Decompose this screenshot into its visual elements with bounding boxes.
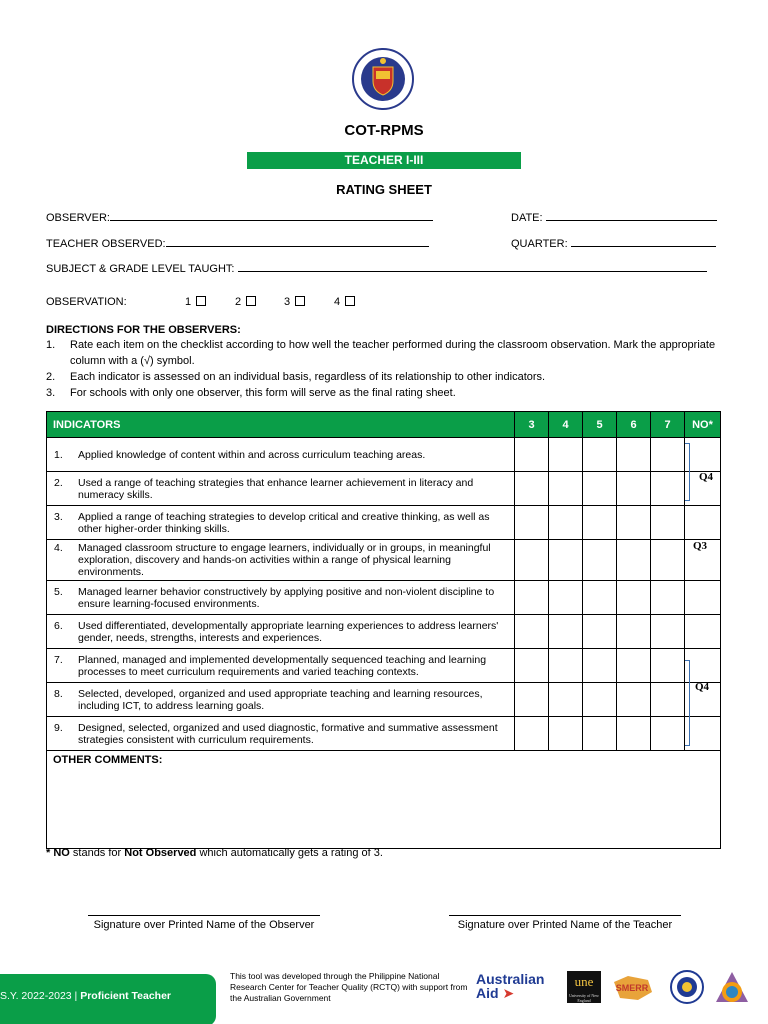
rating-cell[interactable] [617,506,651,540]
rating-cell[interactable] [651,472,685,506]
rating-cell[interactable] [617,649,651,683]
rating-cell[interactable] [583,615,617,649]
table-row [47,540,721,581]
rctq-swirl-logo [712,968,752,1008]
rating-cell[interactable] [549,438,583,472]
rating-cell[interactable] [515,506,549,540]
other-comments-field[interactable] [47,751,721,849]
rating-cell[interactable] [549,472,583,506]
rating-header-5: 5 [583,412,617,438]
table-row [47,438,721,472]
une-logo: une University of New England [567,971,601,1003]
rating-cell[interactable] [549,540,583,581]
quarter-field[interactable] [511,236,716,250]
indicator-cell: 2. Used a range of teaching strategies that enhance learner achievement in literacy and numeracy skills. [47,472,515,506]
rating-cell[interactable] [515,615,549,649]
date-field[interactable] [511,210,717,224]
rating-cell[interactable] [515,438,549,472]
table-row [47,581,721,615]
rctq-credit: This tool was developed through the Philippine National Research Center for Teacher Quality (RCTQ) with support from the Australian Government [230,971,468,1003]
rating-header-3: 3 [515,412,549,438]
indicator-cell: 9. Designed, selected, organized and used diagnostic, formative and summative assessment strategies consistent with curriculum requirements. [47,717,515,751]
rating-cell[interactable] [583,683,617,717]
subject-field[interactable] [46,261,707,275]
rating-cell[interactable] [515,649,549,683]
table-row [47,717,721,751]
rating-cell[interactable] [549,615,583,649]
rating-cell[interactable] [549,717,583,751]
checkbox[interactable] [196,296,206,306]
observer-label: OBSERVER: [46,212,110,224]
table-row [47,649,721,683]
rating-cell[interactable] [651,581,685,615]
rating-cell[interactable] [515,581,549,615]
observation-option-4[interactable]: 4 [334,296,355,308]
other-comments-label: OTHER COMMENTS: [53,754,163,766]
direction-item: 3. For schools with only one observer, this form will serve as the final rating sheet. [46,387,456,399]
rating-cell[interactable] [617,615,651,649]
teacher-observed-field[interactable] [46,236,429,250]
table-row [47,615,721,649]
rating-cell[interactable] [617,472,651,506]
rating-cell[interactable] [583,717,617,751]
not-observed-cell[interactable] [685,506,721,540]
indicator-cell: 4. Managed classroom structure to engage learners, individually or in groups, in meaningful exploration, discovery and hands-on activities within a range of physical learning environments. [47,540,515,581]
smerr-logo [608,972,656,1002]
table-row [47,506,721,540]
rating-cell[interactable] [651,506,685,540]
rating-cell[interactable] [651,438,685,472]
rating-cell[interactable] [651,649,685,683]
kangaroo-icon: ➤ [502,985,515,1001]
quarter-label-q4: Q4 [695,681,710,693]
directions-heading: DIRECTIONS FOR THE OBSERVERS: [46,324,241,336]
table-row [47,472,721,506]
university-seal-logo [668,969,706,1005]
rating-cell[interactable] [583,472,617,506]
observation-option-1[interactable]: 1 [185,296,206,308]
rating-cell[interactable] [549,581,583,615]
checkbox[interactable] [295,296,305,306]
not-observed-cell[interactable] [685,615,721,649]
indicators-table [46,411,721,849]
indicator-cell: 1. Applied knowledge of content within and across curriculum teaching areas. [47,438,515,472]
indicator-cell: 7. Planned, managed and implemented developmentally sequenced teaching and learning processes to meet curriculum requirements and varied teaching contexts. [47,649,515,683]
rating-header-6: 6 [617,412,651,438]
rating-cell[interactable] [651,717,685,751]
observer-field[interactable] [46,210,433,224]
rating-cell[interactable] [549,649,583,683]
rating-cell[interactable] [617,438,651,472]
observer-signature-line[interactable]: Signature over Printed Name of the Observer [88,915,320,931]
direction-item: 1. Rate each item on the checklist according to how well the teacher performed during the classroom observation. Mark the appropriate column with a (√) symbol. [46,339,716,367]
observation-label: OBSERVATION: [46,296,127,308]
rating-cell[interactable] [651,540,685,581]
observation-option-2[interactable]: 2 [235,296,256,308]
rating-cell[interactable] [617,683,651,717]
indicator-cell: 6. Used differentiated, developmentally appropriate learning experiences to address learners' gender, needs, strengths, interests and experiences. [47,615,515,649]
comments-row [47,751,721,849]
quarter-label: QUARTER: [511,238,568,250]
rating-header-no: NO* [685,412,721,438]
australian-aid-logo: Australian Aid ➤ [476,971,545,1001]
rating-cell[interactable] [617,717,651,751]
rating-cell[interactable] [515,472,549,506]
rating-cell[interactable] [583,540,617,581]
indicator-cell: 8. Selected, developed, organized and used appropriate teaching and learning resources, including ICT, to address learning goals. [47,683,515,717]
checkbox[interactable] [345,296,355,306]
rating-header-4: 4 [549,412,583,438]
indicator-cell: 3. Applied a range of teaching strategies to develop critical and creative thinking, as well as other higher-order thinking skills. [47,506,515,540]
rating-cell[interactable] [549,683,583,717]
not-observed-cell[interactable] [685,581,721,615]
school-year-label: S.Y. 2022-2023 | Proficient Teacher [0,990,172,1002]
rating-cell[interactable] [617,540,651,581]
subject-label: SUBJECT & GRADE LEVEL TAUGHT: [46,263,235,275]
rating-cell[interactable] [549,506,583,540]
quarter-label-q3: Q3 [693,540,708,552]
teacher-level-badge: TEACHER I-III [247,152,521,169]
rating-sheet-title: RATING SHEET [336,182,432,197]
not-observed-note: * NO stands for Not Observed which automatically gets a rating of 3. [46,847,383,859]
rating-cell[interactable] [583,581,617,615]
indicator-cell: 5. Managed learner behavior constructively by applying positive and non-violent discipline to ensure learning-focused environments. [47,581,515,615]
rating-cell[interactable] [515,540,549,581]
form-title: COT-RPMS [344,122,424,139]
table-row [47,683,721,717]
teacher-observed-label: TEACHER OBSERVED: [46,238,166,250]
table-header-row [47,412,721,438]
teacher-signature-line[interactable]: Signature over Printed Name of the Teacher [449,915,681,931]
rating-header-7: 7 [651,412,685,438]
rating-cell[interactable] [651,683,685,717]
date-label: DATE: [511,212,543,224]
quarter-label-q4: Q4 [699,471,714,483]
directions-section [46,324,726,401]
rating-cell[interactable] [515,683,549,717]
rating-cell[interactable] [651,615,685,649]
observation-option-3[interactable]: 3 [284,296,305,308]
rating-cell[interactable] [583,506,617,540]
quarter-bracket [685,443,690,501]
deped-seal-logo [343,47,423,111]
indicators-header: INDICATORS [47,412,515,438]
observation-row [46,296,341,308]
rating-cell[interactable] [617,581,651,615]
rating-cell[interactable] [515,717,549,751]
direction-item: 2. Each indicator is assessed on an individual basis, regardless of its relationship to other indicators. [46,371,546,383]
svg-text:SMERR: SMERR [615,983,649,993]
rating-cell[interactable] [583,438,617,472]
quarter-bracket [685,660,690,746]
rating-cell[interactable] [583,649,617,683]
checkbox[interactable] [246,296,256,306]
